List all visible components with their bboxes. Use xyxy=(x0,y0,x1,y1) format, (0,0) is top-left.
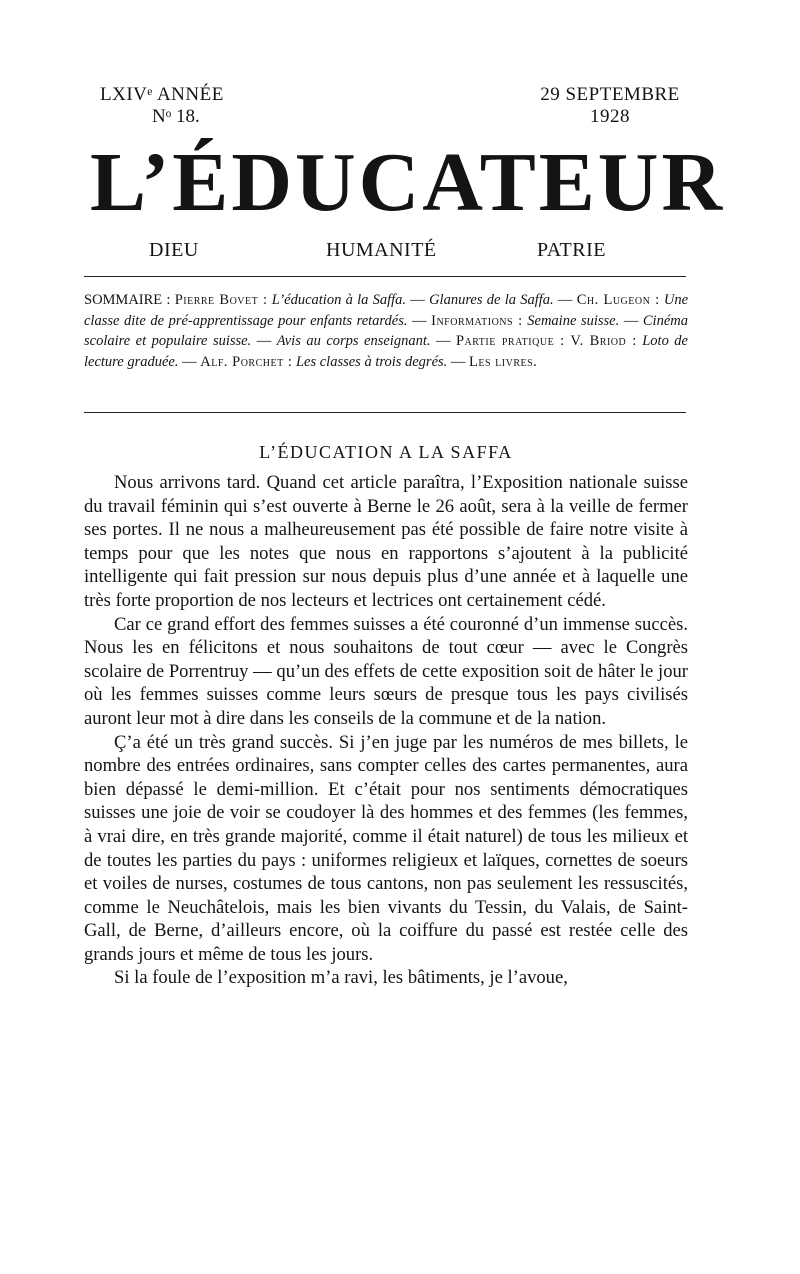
summary-label: SOMMAIRE : xyxy=(84,292,171,308)
summary-title: Les classes à trois degrés. xyxy=(295,353,448,370)
issue-date xyxy=(530,84,690,128)
article-paragraph: Si la foule de l’exposition m’a ravi, les bâtiments, je l’avoue, xyxy=(114,967,568,989)
article-paragraph: Car ce grand effort des femmes suisses a été couronné d’un immense succès. Nous les en félicitons et nous souhaitons de tout cœur — avec le Congrès scolaire de Porrentruy — qu’un des effets de cette exposition soit de hâter le jour où les femmes suisses comme leurs sœurs de presque tous les pays civilisés auront leur mot à dire dans les conseils de la commune et de la nation. xyxy=(84,613,688,729)
summary-author: Informations : xyxy=(431,312,523,329)
article-title: L’ÉDUCATION A LA SAFFA xyxy=(259,442,513,462)
summary-title: Une classe dite de pré-apprentissage pour enfants retardés. xyxy=(84,292,689,329)
summary-separator: — xyxy=(447,353,470,370)
summary-title: Avis au corps enseignant. xyxy=(276,333,431,349)
summary-separator: — xyxy=(430,333,456,349)
volume-issue xyxy=(100,84,224,128)
date-year: 1928 xyxy=(590,106,630,127)
summary-title: Loto de lecture graduée. xyxy=(84,333,688,370)
motto-word: HUMANITÉ xyxy=(326,239,437,261)
article-body xyxy=(84,471,688,990)
summary-title: Cinéma scolaire et populaire suisse. xyxy=(84,312,688,349)
issue-number: Nᵒ 18. xyxy=(152,106,200,127)
summary-separator: — xyxy=(251,333,277,349)
summary-separator: — xyxy=(178,353,201,370)
table-of-contents xyxy=(84,290,688,372)
motto-word: DIEU xyxy=(149,239,199,261)
summary-title: L’éducation à la Saffa. xyxy=(271,292,407,308)
summary-title: Glanures de la Saffa. xyxy=(429,292,554,308)
summary-title: Semaine suisse. xyxy=(527,312,620,329)
article-paragraph: Nous arrivons tard. Quand cet article paraîtra, l’Exposition nationale suisse du travail féminin qui s’est ouverte à Berne le 26 août, sera à la veille de fermer ses portes. Il ne nous a malheureusement pas été possible de faire notre visite à temps pour que les notes que nous en rapportons s’ajoutent à la publicité intelligente qui fait pression sur nous depuis plus d’une année et à laquelle une très forte proportion de nos lecteurs et lectrices ont certainement cédé. xyxy=(84,472,688,611)
summary-author: Ch. Lugeon : xyxy=(576,292,660,308)
divider xyxy=(84,412,686,413)
article-paragraph: Ç’a été un très grand succès. Si j’en juge par les numéros de mes billets, le nombre des entrées ordinaires, sans compter celles des cartes permanentes, aura bien dépassé le demi-million. Et c’était pour nos sentiments démocratiques suisses une joie de voir se coudoyer là des hommes et des femmes (les femmes, à vrai dire, en très grande majorité, comme il était naturel) de tous les milieux et de toutes les parties du pays : uniformes religieux et laïques, cornettes de soeurs et voiles de nurses, costumes de tous cantons, non pas seulement les ressuscités, comme le Neuchâtelois, mais les bien vivants du Tessin, du Valais, de Saint-Gall, de Berne, d’ailleurs encore, où la coiffure du passé est restée celle des grands jours et même de tous les jours. xyxy=(84,731,688,965)
summary-author: Pierre Bovet : xyxy=(174,292,268,308)
volume-label: LXIVᵉ ANNÉE xyxy=(100,84,224,105)
summary-author: Les livres. xyxy=(469,353,538,370)
masthead-title: L’ÉDUCATEUR xyxy=(90,136,726,229)
summary-author: Partie pratique : V. Briod : xyxy=(455,333,637,349)
motto-word: PATRIE xyxy=(537,239,606,261)
summary-separator: — xyxy=(553,292,577,308)
divider xyxy=(84,276,686,277)
summary-separator: — xyxy=(406,292,430,308)
summary-separator: — xyxy=(407,312,432,329)
summary-separator: — xyxy=(619,312,643,329)
date-day-month: 29 SEPTEMBRE xyxy=(540,84,680,105)
summary-author: Alf. Porchet : xyxy=(200,353,293,370)
